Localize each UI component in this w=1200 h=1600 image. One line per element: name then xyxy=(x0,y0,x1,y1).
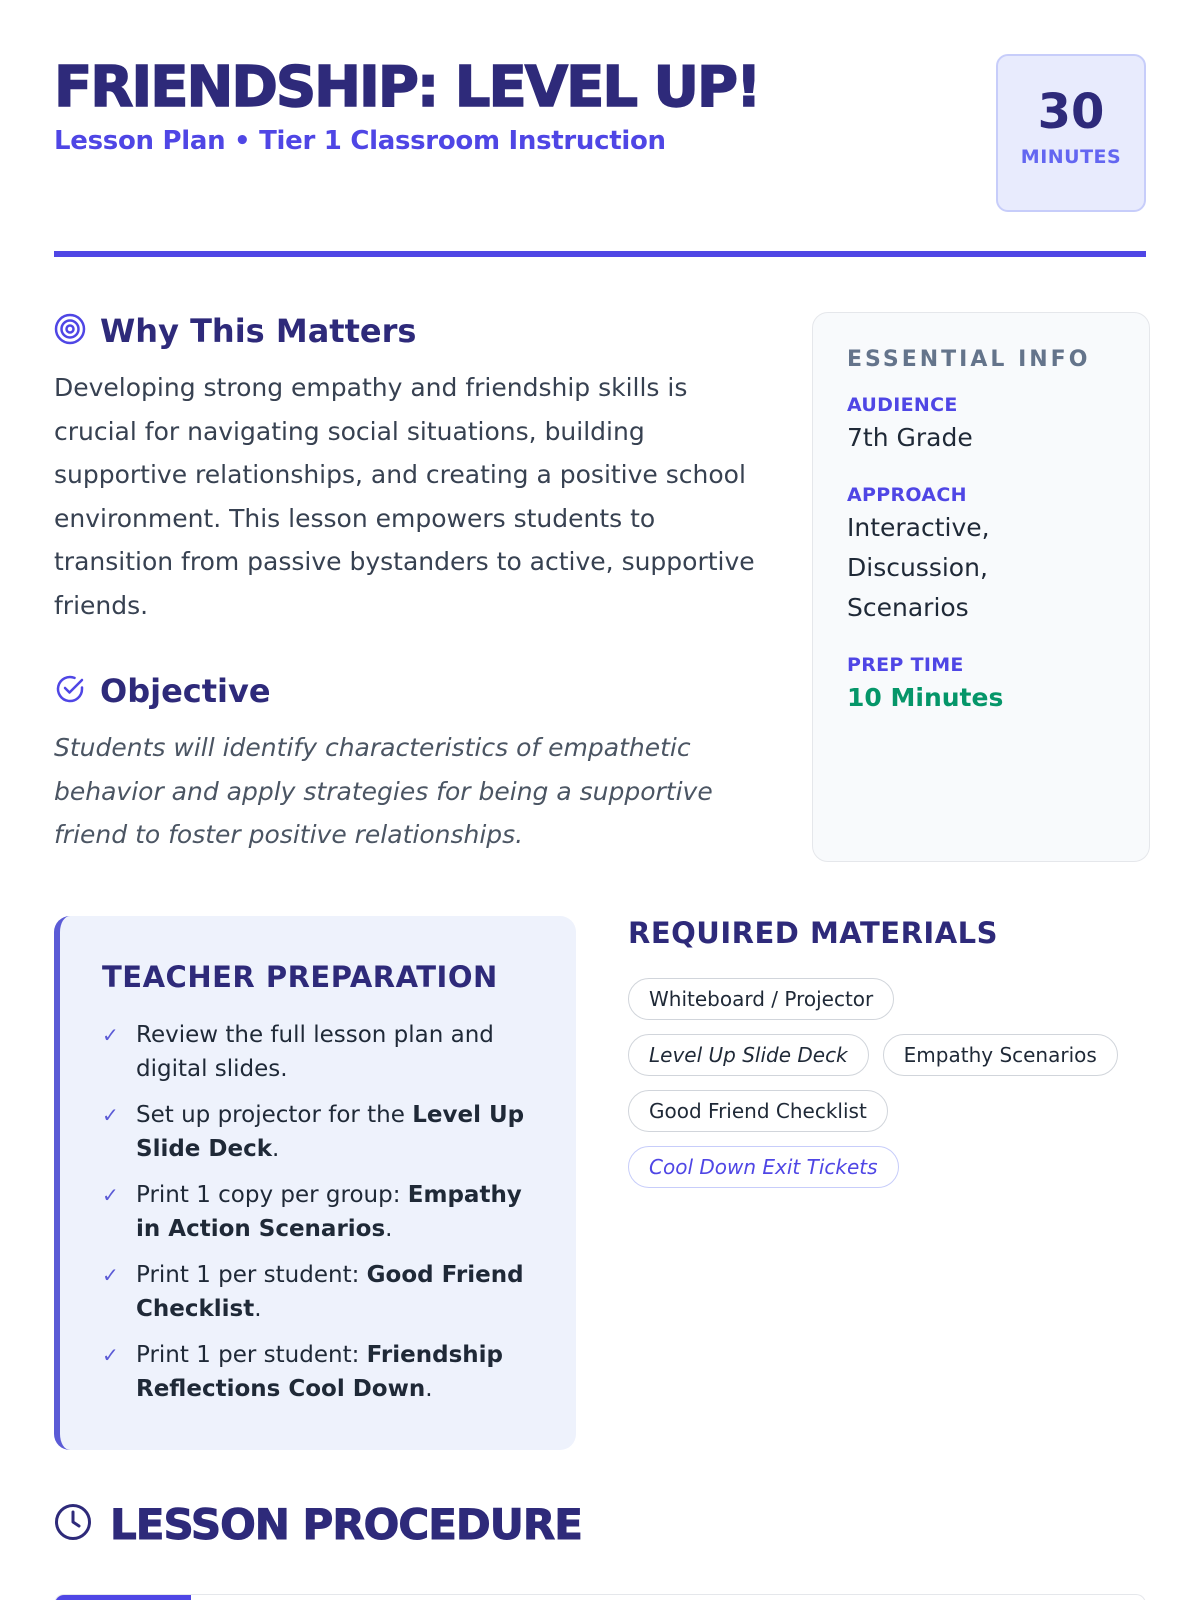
list-item xyxy=(102,1258,536,1326)
material-chip-scenarios: Empathy Scenarios xyxy=(883,1034,1118,1076)
why-section xyxy=(54,312,774,627)
page-subtitle: Lesson Plan • Tier 1 Classroom Instruction xyxy=(54,126,666,156)
prep-item-resource: Good Friend Checklist xyxy=(136,1262,524,1322)
prep-item-end: . xyxy=(272,1136,280,1162)
procedure-tab-active[interactable] xyxy=(55,1595,191,1600)
materials-chip-list xyxy=(628,978,1148,1188)
checkmark-icon: ✓ xyxy=(102,1183,119,1207)
prep-item-text: Print 1 per student: xyxy=(136,1342,367,1368)
duration-badge xyxy=(996,54,1146,212)
materials-title: REQUIRED MATERIALS xyxy=(628,916,999,950)
duration-value: 30 xyxy=(1037,84,1105,140)
checkmark-icon: ✓ xyxy=(102,1263,119,1287)
check-circle-icon xyxy=(54,673,86,710)
page-title: FRIENDSHIP: LEVEL UP! xyxy=(54,55,760,120)
list-item xyxy=(102,1018,536,1086)
clock-icon xyxy=(54,1503,92,1546)
checkmark-icon: ✓ xyxy=(102,1103,119,1127)
material-chip-exit-tickets: Cool Down Exit Tickets xyxy=(628,1146,899,1188)
prep-item-resource: Empathy in Action Scenarios xyxy=(136,1182,522,1242)
prep-item-text: Set up projector for the xyxy=(136,1102,413,1128)
prep-item-text: Review the full lesson plan and digital slides. xyxy=(136,1022,494,1082)
prep-item-end: . xyxy=(254,1296,262,1322)
prep-time-label: PREP TIME xyxy=(847,654,964,676)
teacher-prep-card xyxy=(54,916,576,1450)
prep-item-resource: Friendship Reflections Cool Down xyxy=(136,1342,503,1402)
essential-info-card xyxy=(812,312,1150,862)
target-icon xyxy=(54,313,86,350)
why-title: Why This Matters xyxy=(100,312,417,350)
prep-item-resource: Level Up Slide Deck xyxy=(136,1102,525,1162)
why-body: Developing strong empathy and friendship skills is crucial for navigating social situations, building supportive relationships, and creating a positive school environment. This lesson empowers students to transition from passive bystanders to active, supportive friends. xyxy=(54,373,755,620)
lesson-header xyxy=(54,54,1146,254)
objective-body: Students will identify characteristics of empathetic behavior and apply strategies for being a supportive friend to foster positive relationships. xyxy=(54,733,713,849)
duration-unit: MINUTES xyxy=(1020,146,1122,168)
checkmark-icon: ✓ xyxy=(102,1343,119,1367)
objective-title: Objective xyxy=(100,672,271,710)
list-item xyxy=(102,1338,536,1406)
approach-value: Interactive, Discussion, Scenarios xyxy=(847,513,990,622)
teacher-prep-list xyxy=(102,1018,536,1406)
audience-label: AUDIENCE xyxy=(847,394,958,416)
procedure-tab-bar xyxy=(54,1594,1146,1600)
prep-item-text: Print 1 per student: xyxy=(136,1262,367,1288)
objective-section xyxy=(54,672,774,857)
header-divider xyxy=(54,251,1146,257)
approach-label: APPROACH xyxy=(847,484,967,506)
teacher-prep-title: TEACHER PREPARATION xyxy=(102,960,498,994)
prep-item-end: . xyxy=(425,1376,433,1402)
procedure-title: LESSON PROCEDURE xyxy=(110,1500,582,1549)
materials-section xyxy=(628,916,1148,1188)
list-item xyxy=(102,1098,536,1166)
essential-info-heading: ESSENTIAL INFO xyxy=(847,347,1091,372)
material-chip-checklist: Good Friend Checklist xyxy=(628,1090,888,1132)
material-chip-slide-deck: Level Up Slide Deck xyxy=(628,1034,869,1076)
procedure-header xyxy=(54,1500,582,1549)
audience-value: 7th Grade xyxy=(847,423,973,452)
prep-item-text: Print 1 copy per group: xyxy=(136,1182,408,1208)
checkmark-icon: ✓ xyxy=(102,1023,119,1047)
prep-item-end: . xyxy=(385,1216,393,1242)
list-item xyxy=(102,1178,536,1246)
material-chip-whiteboard: Whiteboard / Projector xyxy=(628,978,894,1020)
prep-time-value: 10 Minutes xyxy=(847,683,1004,712)
